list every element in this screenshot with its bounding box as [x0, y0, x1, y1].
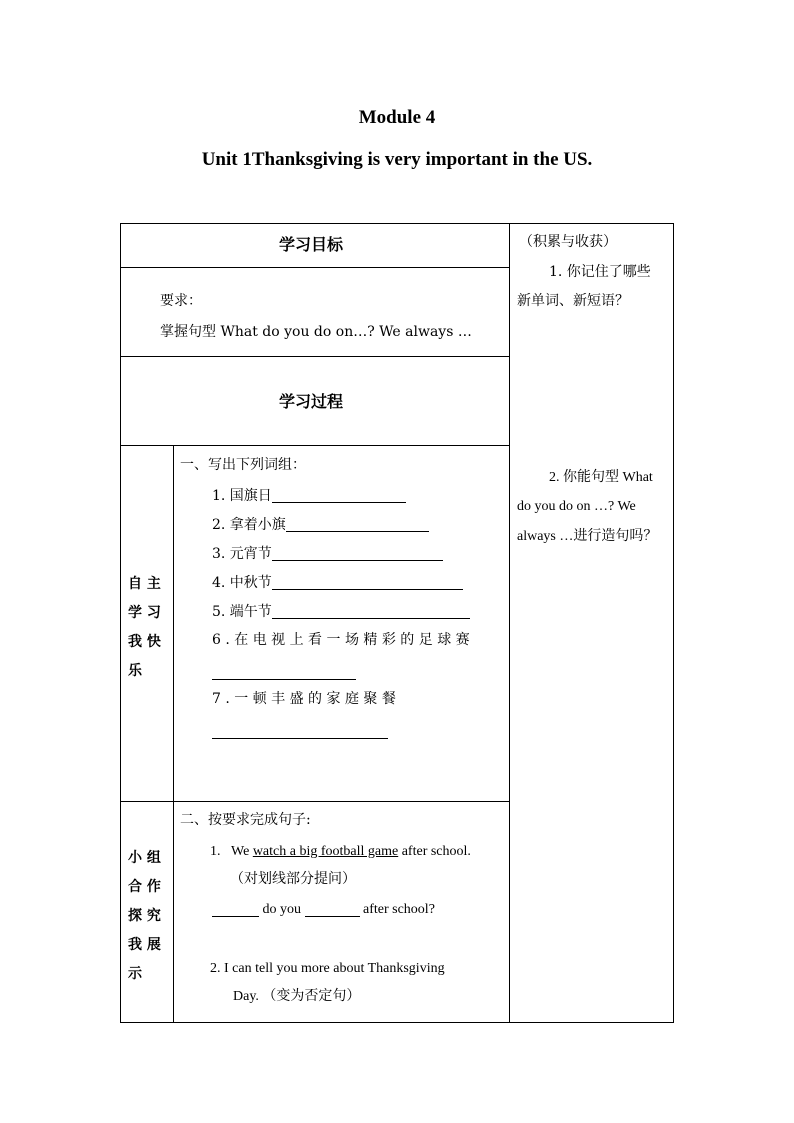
table-border-right — [673, 223, 674, 1023]
answer-blank[interactable] — [272, 575, 463, 590]
answer-blank[interactable] — [305, 902, 360, 917]
answer-blank[interactable] — [212, 665, 356, 680]
table-border-bottom — [120, 1022, 674, 1023]
question-1-instruction: （对划线部分提问） — [230, 871, 356, 887]
question-2-instruction: Day. （变为否定句） — [233, 989, 361, 1004]
question-1: 1. We watch a big football game after school. — [210, 844, 471, 859]
self-study-side-label: 自 主 学 习 我 快 乐 — [128, 576, 161, 679]
right-question-2-line-1: 2. 你能句型 What — [549, 470, 653, 485]
list-item: 1. 国旗日 — [212, 488, 406, 503]
right-column-heading: （积累与收获） — [519, 234, 617, 250]
answer-blank[interactable] — [272, 488, 406, 503]
requirements-text: 掌握句型 What do you do on…? We always … — [160, 324, 472, 340]
answer-blank[interactable] — [272, 546, 443, 561]
right-question-1-line-1: 1. 你记住了哪些 — [549, 264, 651, 280]
group-work-heading: 二、按要求完成句子: — [180, 812, 311, 828]
answer-blank[interactable] — [286, 517, 429, 532]
module-title: Module 4 — [358, 107, 436, 128]
list-item: 2. 拿着小旗 — [212, 517, 429, 532]
list-item: 3. 元宵节 — [212, 546, 443, 561]
row-divider-3 — [120, 445, 510, 446]
table-border-left — [120, 223, 121, 1023]
answer-blank[interactable] — [272, 604, 470, 619]
list-item: 6 . 在 电 视 上 看 一 场 精 彩 的 足 球 赛 — [212, 632, 470, 648]
question-1-answer: do you after school? — [212, 902, 435, 917]
process-heading: 学习过程 — [279, 392, 344, 411]
requirements-label: 要求： — [160, 293, 202, 309]
list-item: 7 . 一 顿 丰 盛 的 家 庭 聚 餐 — [212, 691, 396, 707]
group-work-side-label: 小 组 合 作 探 究 我 展 示 — [128, 850, 161, 982]
question-2: 2. I can tell you more about Thanksgiving — [210, 961, 445, 976]
list-item: 5. 端午节 — [212, 604, 470, 619]
column-divider — [509, 223, 510, 1023]
row-divider-4 — [120, 801, 510, 802]
self-study-heading: 一、写出下列词组： — [180, 457, 306, 473]
row-divider-1 — [120, 267, 510, 268]
row-divider-2 — [120, 356, 510, 357]
objectives-heading: 学习目标 — [279, 235, 344, 254]
answer-blank[interactable] — [212, 902, 259, 917]
side-label-divider — [173, 445, 174, 1023]
table-border-top — [120, 223, 674, 224]
unit-title: Unit 1Thanksgiving is very important in the US. — [201, 149, 593, 170]
right-question-2-line-3: always …进行造句吗？ — [517, 529, 658, 544]
list-item: 4. 中秋节 — [212, 575, 463, 590]
underlined-phrase: watch a big football game — [252, 844, 399, 859]
right-question-1-line-2: 新单词、新短语？ — [517, 293, 629, 309]
right-question-2-line-2: do you do on …? We — [517, 499, 636, 514]
answer-blank[interactable] — [212, 724, 388, 739]
